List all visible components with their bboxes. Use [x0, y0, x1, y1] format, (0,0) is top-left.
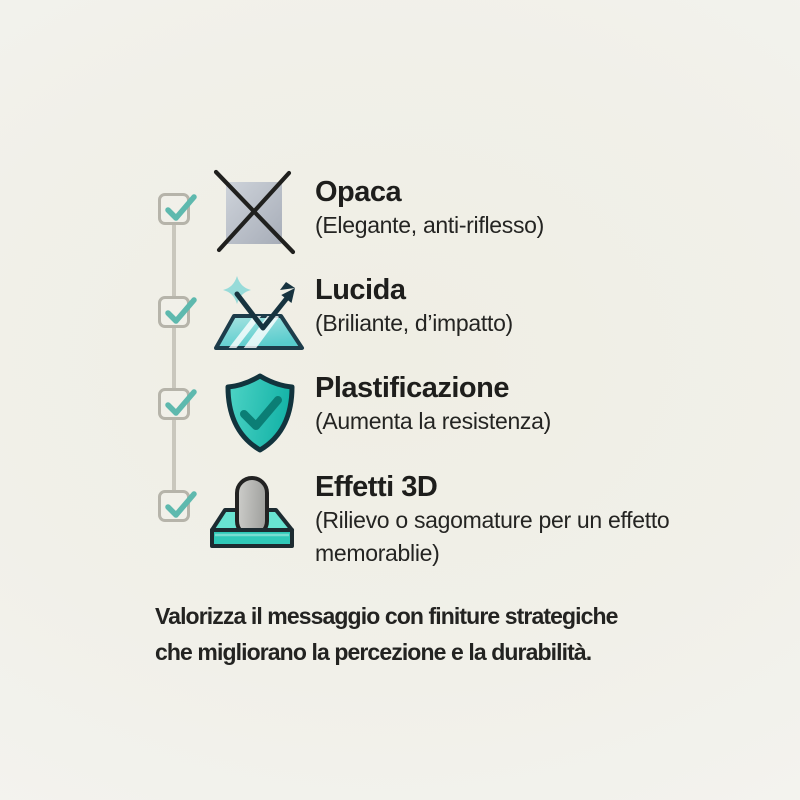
checkmark-icon [162, 488, 198, 522]
item-lucida [315, 273, 671, 340]
item-title: Opaca [315, 176, 402, 208]
item-title: Plastificazione [315, 372, 509, 404]
item-title: Effetti 3D [315, 471, 438, 503]
item-subtitle: (Elegante, anti-riflesso) [315, 212, 544, 238]
item-subtitle: (Rilievo o sagomature per un effetto memorablie) [315, 507, 670, 566]
footer-line-1: Valorizza il messaggio con finiture strategiche [155, 603, 618, 629]
checkmark-icon [162, 294, 198, 328]
timeline-connector-line [172, 209, 176, 507]
footer-line-2: che migliorano la percezione e la durabilità. [155, 639, 592, 665]
checkmark-icon [162, 386, 198, 420]
footer-message [155, 598, 735, 670]
item-effetti-3d [315, 470, 671, 570]
matte-square-x-icon [210, 168, 298, 261]
item-subtitle: (Aumenta la resistenza) [315, 408, 551, 434]
embossed-relief-3d-icon [206, 474, 302, 563]
item-plastificazione [315, 371, 671, 438]
shield-check-icon [218, 370, 302, 461]
checkbox-plastificazione[interactable] [158, 388, 190, 420]
checkbox-effetti-3d[interactable] [158, 490, 190, 522]
checkmark-icon [162, 191, 198, 225]
item-opaca [315, 175, 671, 242]
checkbox-lucida[interactable] [158, 296, 190, 328]
glossy-surface-sparkle-arrow-icon [203, 266, 307, 363]
item-title: Lucida [315, 274, 406, 306]
checkbox-opaca[interactable] [158, 193, 190, 225]
item-subtitle: (Briliante, d’impatto) [315, 310, 513, 336]
